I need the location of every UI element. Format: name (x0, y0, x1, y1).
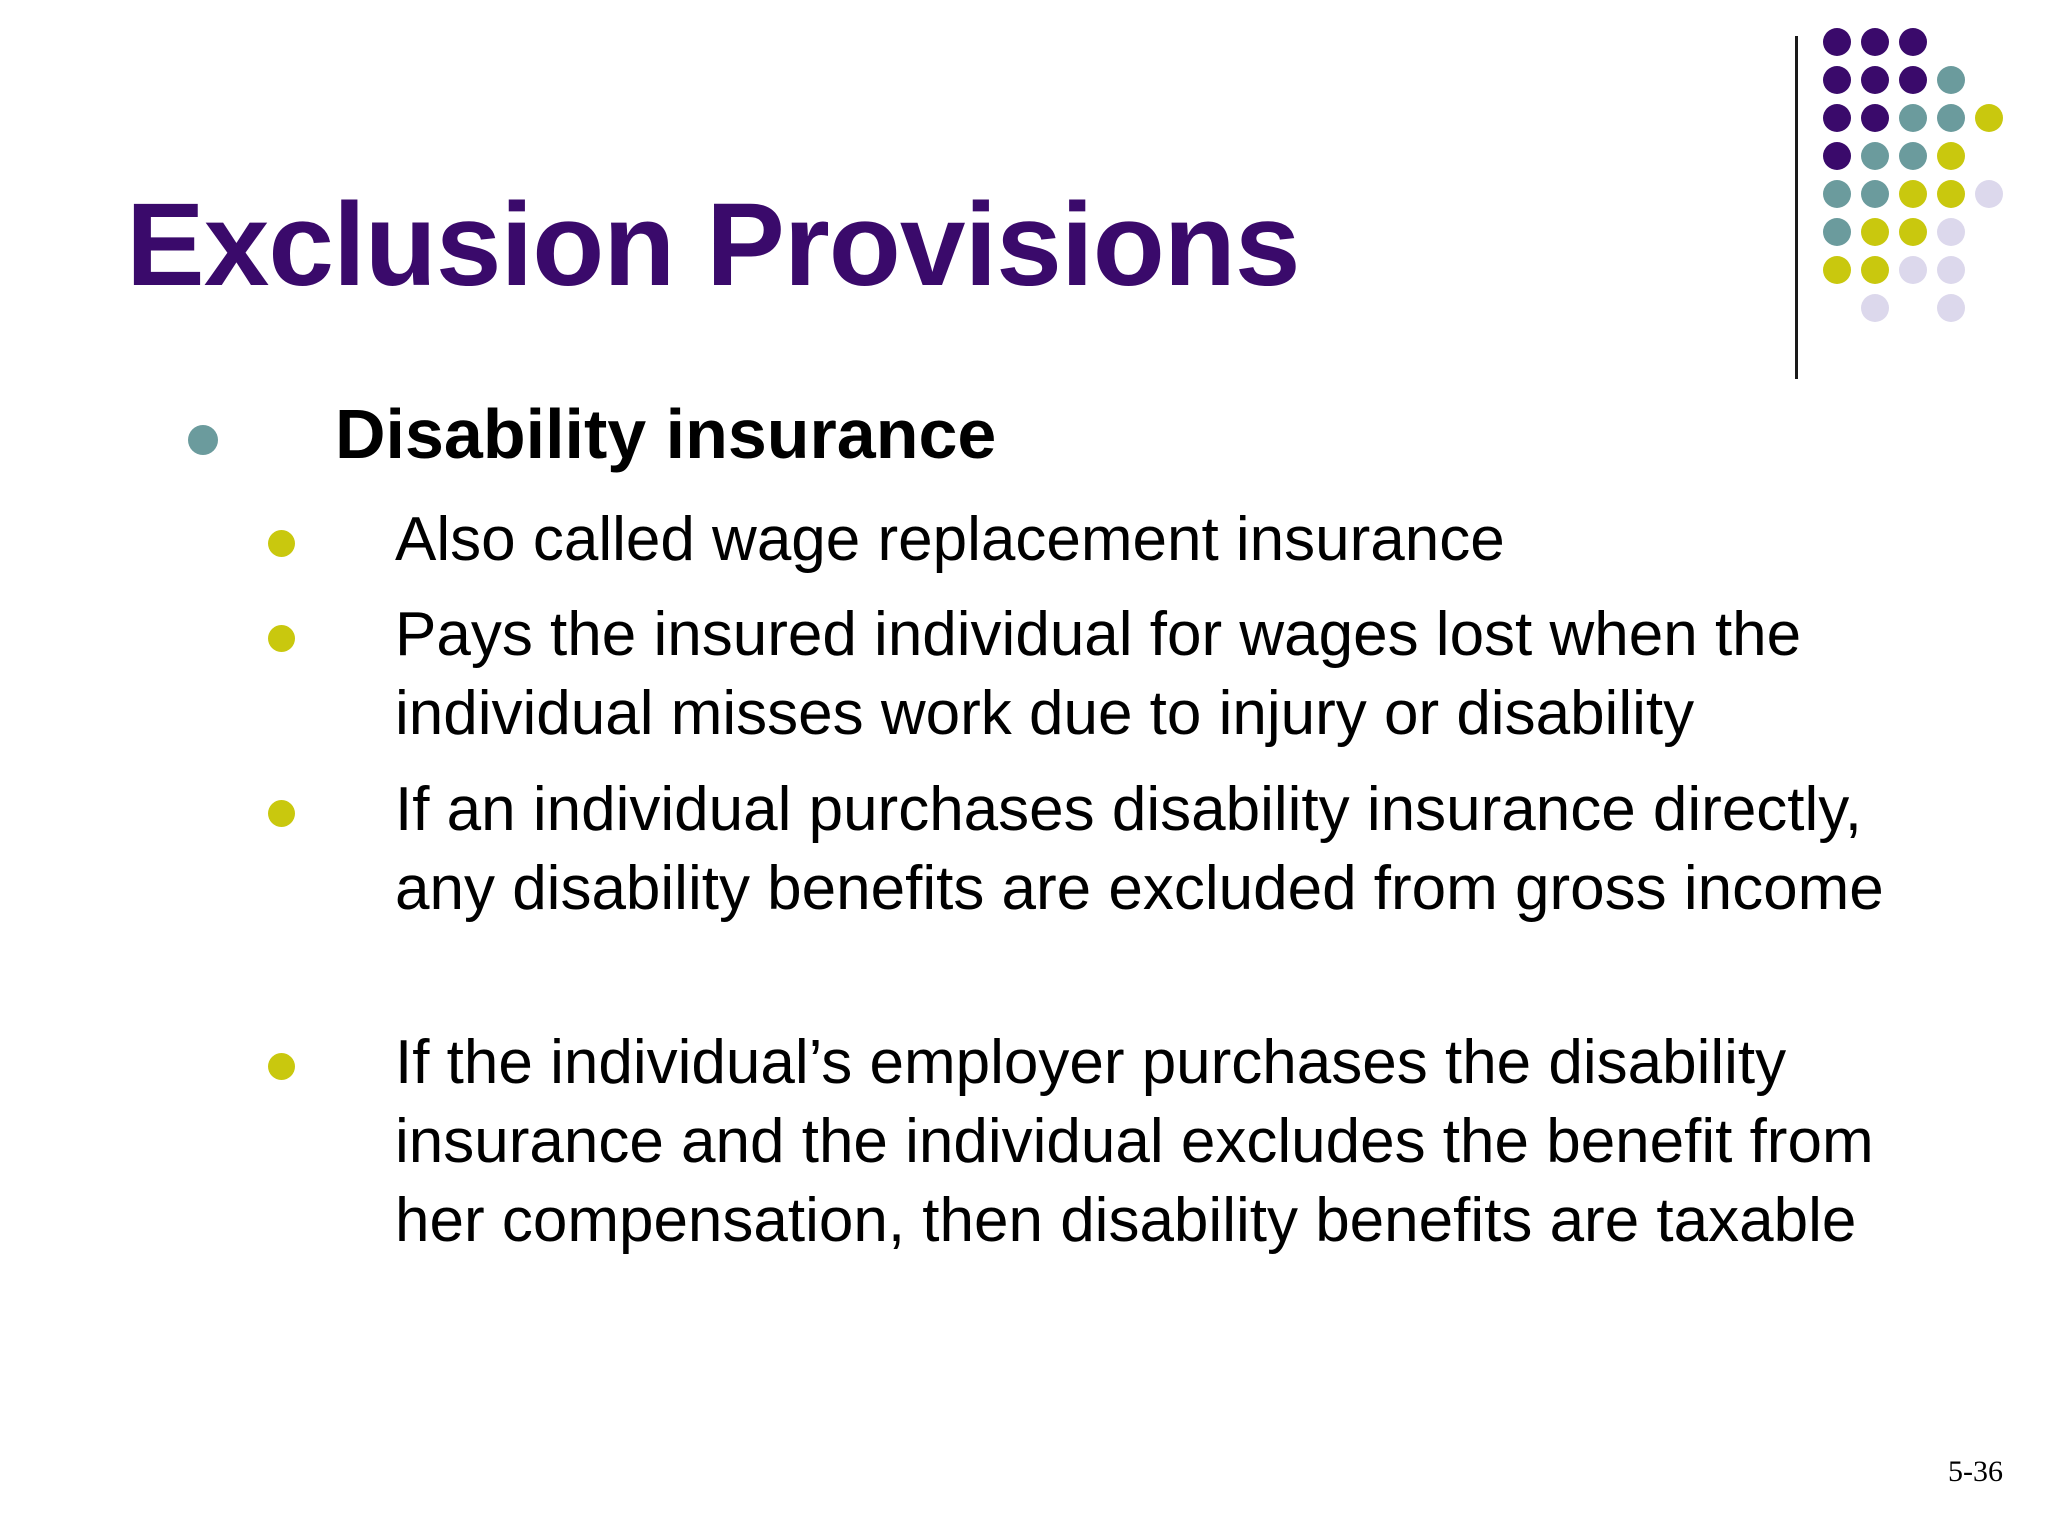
decorative-dot (1899, 28, 1927, 56)
decorative-dot (1899, 104, 1927, 132)
decorative-dot (1899, 256, 1927, 284)
heading-disability-insurance: Disability insurance (335, 395, 997, 473)
bullet-text: If an individual purchases disability insurance directly, any disability benefits are excluded from gross income (395, 775, 1884, 923)
decorative-dot (1861, 104, 1889, 132)
decorative-dot (1823, 66, 1851, 94)
slide-title: Exclusion Provisions (126, 179, 1300, 311)
decorative-dot (1937, 66, 1965, 94)
decorative-dot (1937, 142, 1965, 170)
decorative-dot (1823, 142, 1851, 170)
decorative-dot (1823, 256, 1851, 284)
decorative-dot (1861, 66, 1889, 94)
decorative-dot (1861, 180, 1889, 208)
decorative-dot (1823, 180, 1851, 208)
bullet-icon (188, 425, 218, 455)
decorative-dot (1937, 218, 1965, 246)
decorative-dot-grid (1823, 28, 2033, 338)
bullet-icon (268, 800, 295, 827)
decorative-dot (1823, 104, 1851, 132)
decorative-dot (1937, 104, 1965, 132)
bullet-icon (268, 530, 295, 557)
decorative-dot (1823, 218, 1851, 246)
bullet-text: Also called wage replacement insurance (395, 505, 1505, 574)
decorative-dot (1937, 256, 1965, 284)
decorative-dot (1899, 142, 1927, 170)
decorative-dot (1861, 256, 1889, 284)
decorative-dot (1937, 180, 1965, 208)
decorative-dot (1861, 142, 1889, 170)
page-number: 5-36 (1948, 1455, 2003, 1488)
decorative-dot (1861, 218, 1889, 246)
decorative-dot (1899, 180, 1927, 208)
title-divider-line (1795, 36, 1798, 379)
decorative-dot (1861, 28, 1889, 56)
decorative-dot (1937, 294, 1965, 322)
decorative-dot (1899, 218, 1927, 246)
decorative-dot (1823, 28, 1851, 56)
decorative-dot (1975, 104, 2003, 132)
bullet-text: If the individual’s employer purchases the disability insurance and the individual excludes the benefit from her compensation, then disability benefits are taxable (395, 1028, 1874, 1255)
decorative-dot (1899, 66, 1927, 94)
decorative-dot (1975, 180, 2003, 208)
bullet-text: Pays the insured individual for wages lost when the individual misses work due to injury or disability (395, 600, 1802, 748)
decorative-dot (1861, 294, 1889, 322)
bullet-icon (268, 625, 295, 652)
bullet-icon (268, 1053, 295, 1080)
